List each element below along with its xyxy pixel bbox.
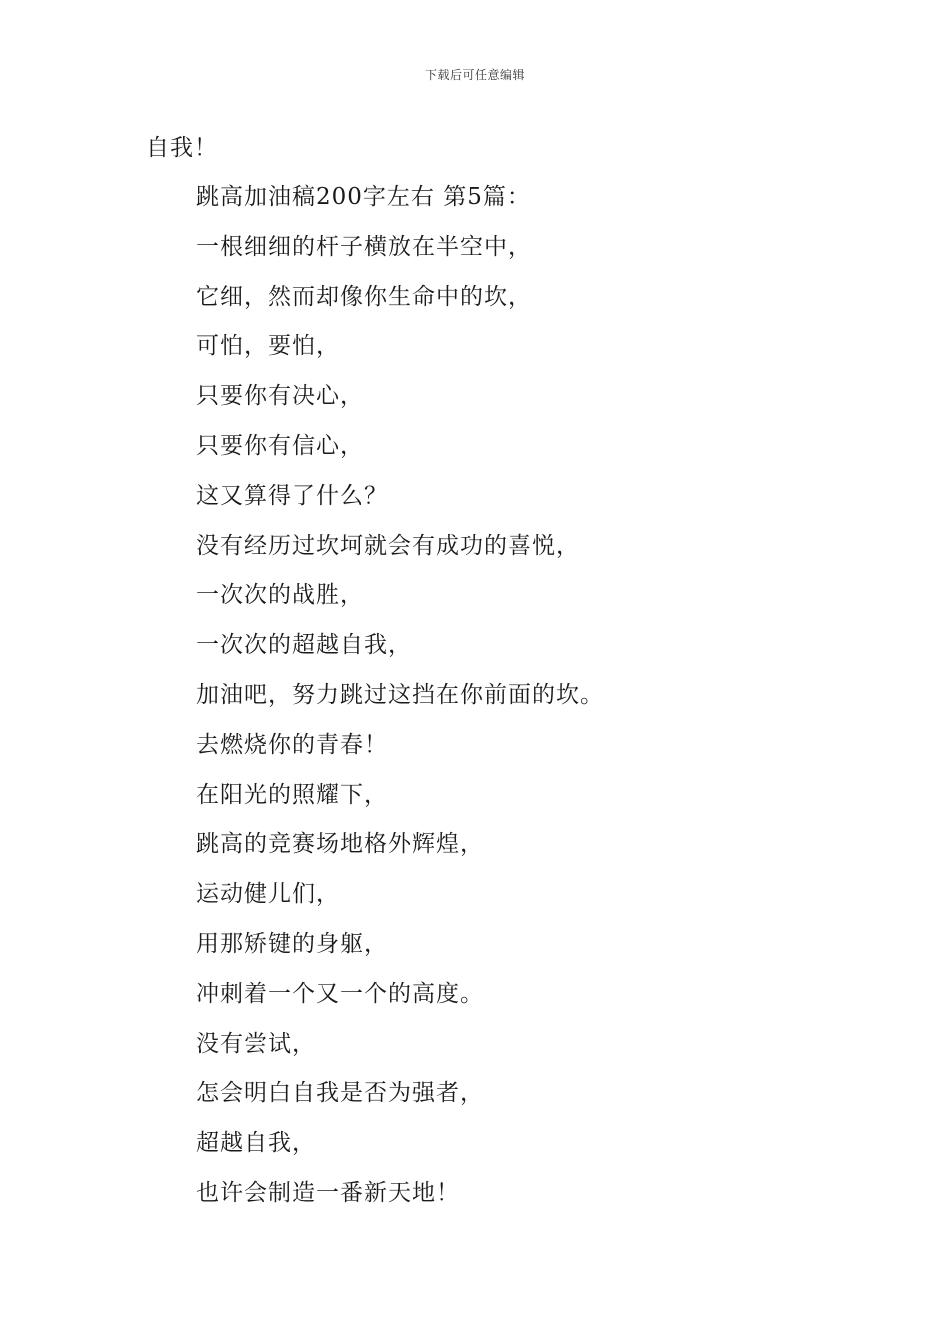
text-line: 在阳光的照耀下， xyxy=(196,781,388,808)
text-line: 去燃烧你的青春！ xyxy=(196,731,388,758)
section-heading: 跳高加油稿200字左右 第5篇： xyxy=(196,184,531,210)
text-line: 一次次的战胜， xyxy=(196,582,364,609)
text-line: 可怕，要怕， xyxy=(196,333,340,360)
text-line: 只要你有决心， xyxy=(196,383,364,410)
text-line: 用那矫键的身躯， xyxy=(196,930,388,957)
text-line: 这又算得了什么？ xyxy=(196,482,388,509)
text-line: 只要你有信心， xyxy=(196,432,364,459)
text-line: 怎会明白自我是否为强者， xyxy=(196,1080,484,1107)
text-line: 没有经历过坎坷就会有成功的喜悦， xyxy=(196,532,580,559)
text-line: 一根细细的杆子横放在半空中， xyxy=(196,233,532,260)
text-line: 跳高的竞赛场地格外辉煌， xyxy=(196,831,484,858)
text-line: 一次次的超越自我， xyxy=(196,632,412,659)
text-line: 冲刺着一个又一个的高度。 xyxy=(196,980,484,1007)
text-line: 加油吧，努力跳过这挡在你前面的坎。 xyxy=(196,681,604,708)
text-line: 没有尝试， xyxy=(196,1030,316,1057)
header-note: 下载后可任意编辑 xyxy=(424,68,525,82)
text-line: 它细，然而却像你生命中的坎， xyxy=(196,283,532,310)
text-line: 运动健儿们， xyxy=(196,881,340,908)
body-text xyxy=(196,182,604,1228)
continuation-line: 自我！ xyxy=(146,135,218,161)
text-line: 超越自我， xyxy=(196,1130,316,1157)
text-line: 也许会制造一番新天地！ xyxy=(196,1179,460,1206)
